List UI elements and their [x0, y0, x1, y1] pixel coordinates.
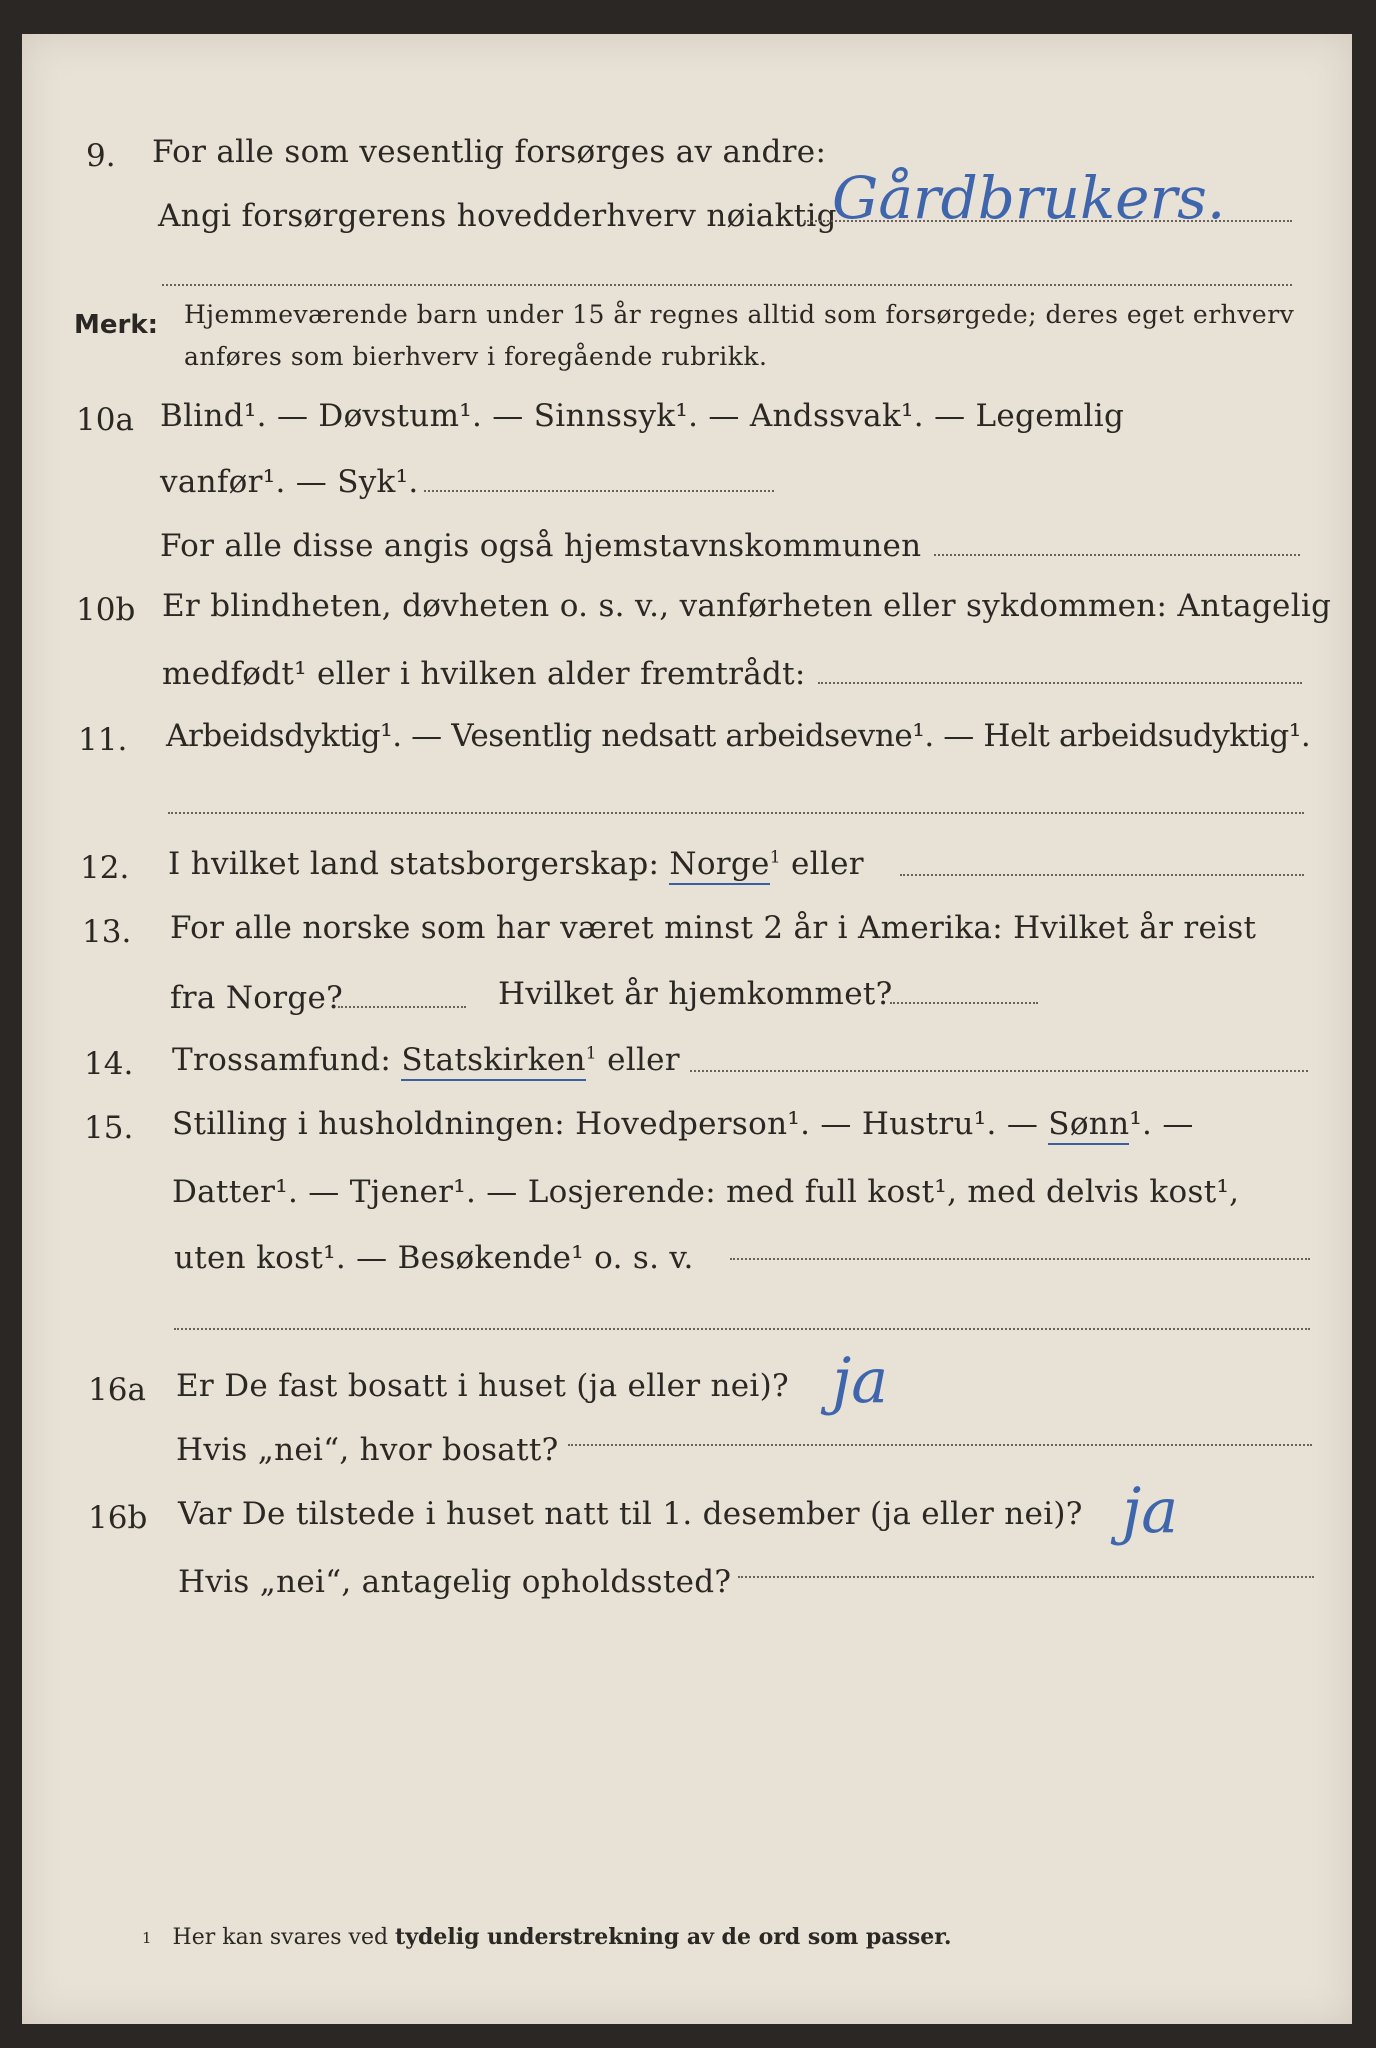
q15-blank: [730, 1258, 1310, 1260]
q12-number: 12.: [80, 850, 130, 886]
q10a-line2-blank: [424, 490, 774, 492]
q12-suffix: eller: [791, 846, 864, 882]
footnote: [142, 1924, 952, 1950]
q16a-line1: Er De fast bosatt i huset (ja eller nei)?: [176, 1368, 789, 1404]
q12-blank: [900, 874, 1304, 876]
q10b-number: 10b: [76, 592, 136, 628]
q10b-blank: [818, 682, 1302, 684]
q16a-number: 16a: [88, 1372, 146, 1408]
q13-year-left-blank: [338, 1006, 466, 1008]
q10a-number: 10a: [76, 402, 134, 438]
footnote-plain: Her kan svares ved: [172, 1925, 389, 1950]
merk-label: Merk:: [74, 310, 159, 340]
q13-number: 13.: [82, 914, 132, 950]
q9-line1: For alle som vesentlig forsørges av andre:: [152, 134, 827, 170]
q15-line1: [172, 1106, 1194, 1142]
q14-suffix: eller: [607, 1042, 680, 1078]
q13-line2b: Hvilket år hjemkommet?: [498, 976, 893, 1012]
q15-line2: Datter¹. — Tjener¹. — Losjerende: med full kost¹, med delvis kost¹,: [172, 1174, 1240, 1210]
q9-extra-line: [162, 284, 1292, 286]
merk-line2: anføres som bierhverv i foregående rubrikk.: [184, 342, 768, 371]
q14-prefix: Trossamfund:: [172, 1042, 392, 1078]
q16a-blank: [568, 1444, 1312, 1446]
q10a-line3-blank: [934, 554, 1300, 556]
q16b-line2: Hvis „nei“, antagelig opholdssted?: [178, 1564, 732, 1600]
q16b-number: 16b: [88, 1500, 148, 1536]
q12-prefix: I hvilket land statsborgerskap:: [168, 846, 660, 882]
q12-option-norge: Norge: [669, 846, 769, 885]
q13-line1: For alle norske som har været minst 2 år i Amerika: Hvilket år reist: [170, 910, 1257, 946]
q13-line2a: fra Norge?: [170, 980, 344, 1016]
q15-line3: uten kost¹. — Besøkende¹ o. s. v.: [174, 1240, 694, 1276]
q14-option-statskirken: Statskirken: [401, 1042, 585, 1081]
q10b-line2: medfødt¹ eller i hvilken alder fremtrådt:: [162, 656, 806, 692]
q14-line: Trossamfund: Statskirken$^1$ eller: [172, 1042, 680, 1078]
q16a-handwritten-answer: ja: [832, 1344, 889, 1417]
q9-number: 9.: [86, 138, 116, 174]
q15-line1-text: Stilling i husholdningen: Hovedperson¹. — Hustru¹. —: [172, 1106, 1039, 1142]
q10a-line1: Blind¹. — Døvstum¹. — Sinnssyk¹. — Andssvak¹. — Legemlig: [160, 398, 1125, 434]
census-form-page: [22, 34, 1352, 2024]
q11-line1: Arbeidsdyktig¹. — Vesentlig nedsatt arbeidsevne¹. — Helt arbeidsudyktig¹.: [166, 718, 1311, 754]
q9-answer-line: [804, 220, 1292, 222]
q15-line1-tail: ¹. —: [1129, 1106, 1194, 1142]
q14-number: 14.: [84, 1046, 134, 1082]
q16b-handwritten-answer: ja: [1122, 1474, 1179, 1547]
q12-line: I hvilket land statsborgerskap: Norge$^1$ eller: [168, 846, 864, 882]
q14-blank: [690, 1070, 1308, 1072]
merk-line1: Hjemmeværende barn under 15 år regnes alltid som forsørgede; deres eget erhverv: [184, 300, 1295, 329]
q15-number: 15.: [84, 1110, 134, 1146]
q9-handwritten-answer: Gårdbrukers.: [832, 164, 1226, 232]
q16a-line2: Hvis „nei“, hvor bosatt?: [176, 1432, 559, 1468]
q16b-blank: [738, 1576, 1314, 1578]
q16b-line1: Var De tilstede i huset natt til 1. desember (ja eller nei)?: [178, 1496, 1083, 1532]
q15-option-sonn: Sønn: [1048, 1106, 1129, 1145]
q15-extra-line: [174, 1328, 1310, 1330]
q10b-line1: Er blindheten, døvheten o. s. v., vanførheten eller sykdommen: Antagelig: [162, 588, 1332, 624]
q11-number: 11.: [78, 722, 128, 758]
q13-year-returned-blank: [890, 1002, 1038, 1004]
footnote-bold: tydelig understrekning av de ord som passer.: [395, 1924, 952, 1950]
footnote-mark: 1: [142, 1929, 152, 1947]
q10a-line2: vanfør¹. — Syk¹.: [160, 464, 419, 500]
q10a-line3: For alle disse angis også hjemstavnskommunen: [160, 528, 922, 564]
q11-extra-line: [168, 812, 1304, 814]
q9-line2: Angi forsørgerens hovedderhverv nøiaktig: [158, 198, 837, 234]
